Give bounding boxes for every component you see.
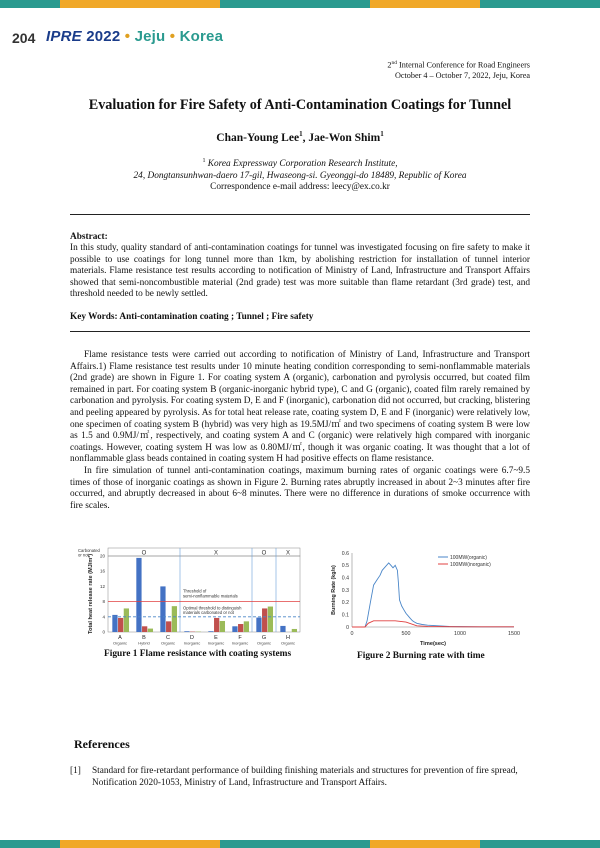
reference-1-number: [1] xyxy=(70,766,81,776)
x-tick-sublabel: Hybrid xyxy=(138,640,150,646)
carbonated-mark: O xyxy=(141,550,147,557)
x-tick-label: F xyxy=(238,635,242,641)
divider-bottom xyxy=(70,331,530,332)
x-tick-label: D xyxy=(190,635,194,641)
figure-2-caption: Figure 2 Burning rate with time xyxy=(357,651,485,661)
bar-E-1 xyxy=(208,631,213,632)
reference-label-2a: Optimal threshold to distinguish xyxy=(183,605,242,611)
carbonated-label-2: or not xyxy=(78,552,89,558)
bar-B-3 xyxy=(148,629,153,632)
legend-label-1: 100MW(organic) xyxy=(450,554,487,561)
bar-B-2 xyxy=(142,626,147,632)
reference-1 xyxy=(70,766,530,789)
carbonated-mark: O xyxy=(261,550,267,557)
page-number: 204 xyxy=(12,30,36,46)
y-tick-label: 20 xyxy=(99,553,105,559)
carbonated-mark: X xyxy=(213,550,219,557)
x-tick-sublabel: Organic xyxy=(280,640,296,646)
x-tick-label: G xyxy=(261,635,267,641)
x-tick-sublabel: Inorganic xyxy=(183,640,201,646)
x-tick-sublabel: Inorganic xyxy=(207,640,225,646)
reference-1-text: Standard for fire-retardant performance of building finishing materials and structures for prevention of fire spread, Notification 2020-1053, Ministry of Land, Infrastructure and Transport Affairs. xyxy=(92,766,518,788)
carbonated-row xyxy=(108,548,300,556)
aff-sup: 1 xyxy=(202,158,206,164)
x-tick-label: 500 xyxy=(401,631,411,637)
y-tick-label: 12 xyxy=(99,583,105,589)
logo-year: 2022 xyxy=(86,28,121,45)
bar-D-1 xyxy=(184,631,189,632)
carbonated-mark: X xyxy=(285,550,291,557)
x-tick-label: H xyxy=(286,635,290,641)
bar-C-1 xyxy=(160,586,165,632)
body-paragraph-1: Flame resistance tests were carried out according to notification of Ministry of Land, Infrastructure and Transport Affairs.1) Flame resistance test results under 10 minute heating condition corresponding to semi-nonflammable materials (2nd grade) are shown in Figure 1. For coating system A (organic), carbonation and pyrolysis occurred, but coated film remained in part. For coating system B (organic-inorganic hybrid type), C and G (organic), coated film rarely remained by carbonation and pyrolysis. For coating system D, E and F (inorganic), carbonation did not occurred, but cracking, blistering and peeling appeared by pyrolysis. As for total heat release rate, coating system D, E and F (inorganic) were relatively low, one specimen of coating system B (hybrid) was very high as 19.5MJ/㎡ and two specimens of coating system B were low as 1.5 and 0.9MJ/㎡, respectively, and coating system A and C (organic) were relatively high compared with inorganic coatings. However, coating system H was low as 0.80MJ/㎡, though it was organic coating. It was thought that a lot of nonflammable glass beads contained in coating system H had positive effects on flame resistance. xyxy=(70,350,530,465)
legend-label-2: 100MW(inorganic) xyxy=(450,561,491,568)
abstract-text: In this study, quality standard of anti-contamination coatings for tunnel was investigated focusing on fire safety to make it possible to use coatings for long tunnel more than 1km, by abolishing restriction for installation of tunnel interior materials. Flame resistance test results according to notification of Ministry of Land, Infrastructure and Transport Affairs showed that semi-noncombustible material (2nd grade) test was more suitable than flame retardant (3rd grade) test, and threshold needed to be newly settled. xyxy=(70,243,530,300)
bar-F-2 xyxy=(238,624,243,632)
conference-info xyxy=(387,58,530,81)
x-tick-sublabel: Organic xyxy=(112,640,128,646)
y-axis-label: Burning Rate (kg/s) xyxy=(331,565,337,615)
bar-E-3 xyxy=(220,621,225,632)
y-tick-label: 0.6 xyxy=(341,550,349,557)
keywords: Key Words: Anti-contamination coating ; Tunnel ; Fire safety xyxy=(70,312,314,322)
body-paragraph-2: In fire simulation of tunnel anti-contamination coatings, maximum burning rates of organic coatings were 6.7~9.5 times of those of inorganic coatings as shown in Figure 2. Burning rates abruptly increased in about 2~3 minutes after fire occurred, and abruptly decreased in about 6~8 minutes. There were no difference in durations of smoke occurrence with fire scales. xyxy=(70,466,530,511)
y-tick-label: 16 xyxy=(99,568,105,574)
figure-1-bar-chart xyxy=(78,543,310,663)
reference-label-1a: Threshold of xyxy=(183,588,207,594)
conf-ordinal: 2 xyxy=(387,60,392,70)
bar-H-3 xyxy=(292,629,297,632)
aff-line2: 24, Dongtansunhwan-daero 17-gil, Hwaseong-si. Gyeonggi-do 18489, Republic of Korea xyxy=(133,170,467,181)
x-tick-label: C xyxy=(166,635,170,641)
authors: Chan-Young Lee$^1$, Jae-Won Shim$^1$ xyxy=(216,130,384,144)
bar-A-2 xyxy=(118,618,123,632)
y-tick-label: 0.2 xyxy=(341,600,349,607)
bar-G-1 xyxy=(256,618,261,632)
y-tick-label: 0.4 xyxy=(341,575,349,582)
bar-F-3 xyxy=(244,621,249,632)
logo-country: Korea xyxy=(179,28,224,45)
y-tick-label: 0.5 xyxy=(341,563,349,570)
x-tick-label: B xyxy=(142,635,146,641)
bar-F-1 xyxy=(232,626,237,632)
aff-line1: Korea Expressway Corporation Research Institute, xyxy=(207,159,398,170)
x-tick-label: A xyxy=(118,635,122,641)
figure-1-caption: Figure 1 Flame resistance with coating systems xyxy=(104,649,292,659)
bar-A-1 xyxy=(112,615,117,632)
conf-line1: Internal Conference for Road Engineers xyxy=(399,60,530,70)
x-tick-sublabel: Inorganic xyxy=(231,640,249,646)
y-tick-label: 0.1 xyxy=(341,612,349,619)
conference-logo: IPRE 2022 • Jeju • Korea xyxy=(46,28,224,45)
carbonated-label: Carbonated xyxy=(78,548,100,553)
bar-G-2 xyxy=(262,608,267,632)
series-line-1 xyxy=(352,563,514,627)
x-tick-label: 0 xyxy=(350,631,354,637)
x-axis-label: Time(sec) xyxy=(419,641,447,647)
author-1: Chan-Young Lee xyxy=(216,131,300,144)
x-tick-sublabel: Organic xyxy=(160,640,176,646)
bar-A-3 xyxy=(124,608,129,632)
conf-line2: October 4 – October 7, 2022, Jeju, Korea xyxy=(394,70,530,80)
affiliation xyxy=(0,156,600,194)
reference-label-2b: materials carbonated or not xyxy=(183,609,234,615)
series-line-2 xyxy=(352,621,514,627)
divider-top xyxy=(70,214,530,215)
paper-title: Evaluation for Fire Safety of Anti-Contamination Coatings for Tunnel xyxy=(88,97,512,113)
x-tick-label: 1500 xyxy=(508,631,520,637)
x-tick-label: 1000 xyxy=(454,631,466,637)
bar-B-1 xyxy=(136,558,141,632)
y-axis-label: Total heat release rate (MJ/m²) xyxy=(88,553,94,635)
conf-ordinal-sup: nd xyxy=(391,60,397,66)
correspondence: Correspondence e-mail address: leecy@ex.co.kr xyxy=(210,182,390,193)
bar-C-2 xyxy=(166,621,171,632)
author-1-sup: 1 xyxy=(299,130,303,138)
reference-label-1b: semi-nonflammable materials xyxy=(183,593,238,599)
author-2: Jae-Won Shim xyxy=(308,131,381,144)
y-tick-label: 8 xyxy=(102,599,105,605)
bar-C-3 xyxy=(172,606,177,632)
y-tick-label: 4 xyxy=(102,614,105,620)
references-heading: References xyxy=(74,737,130,751)
x-tick-label: E xyxy=(214,635,218,641)
figure-2-line-chart xyxy=(328,543,528,659)
logo-city: Jeju xyxy=(134,28,166,45)
bar-H-1 xyxy=(280,626,285,632)
y-tick-label: 0 xyxy=(102,629,105,635)
bar-E-2 xyxy=(214,618,219,632)
author-2-sup: 1 xyxy=(380,130,384,138)
abstract-heading: Abstract: xyxy=(70,232,108,242)
y-tick-label: 0 xyxy=(346,624,349,631)
y-tick-label: 0.3 xyxy=(341,587,349,594)
bar-G-3 xyxy=(268,607,273,632)
logo-mark: IPRE xyxy=(46,28,82,45)
x-tick-sublabel: Organic xyxy=(256,640,272,646)
